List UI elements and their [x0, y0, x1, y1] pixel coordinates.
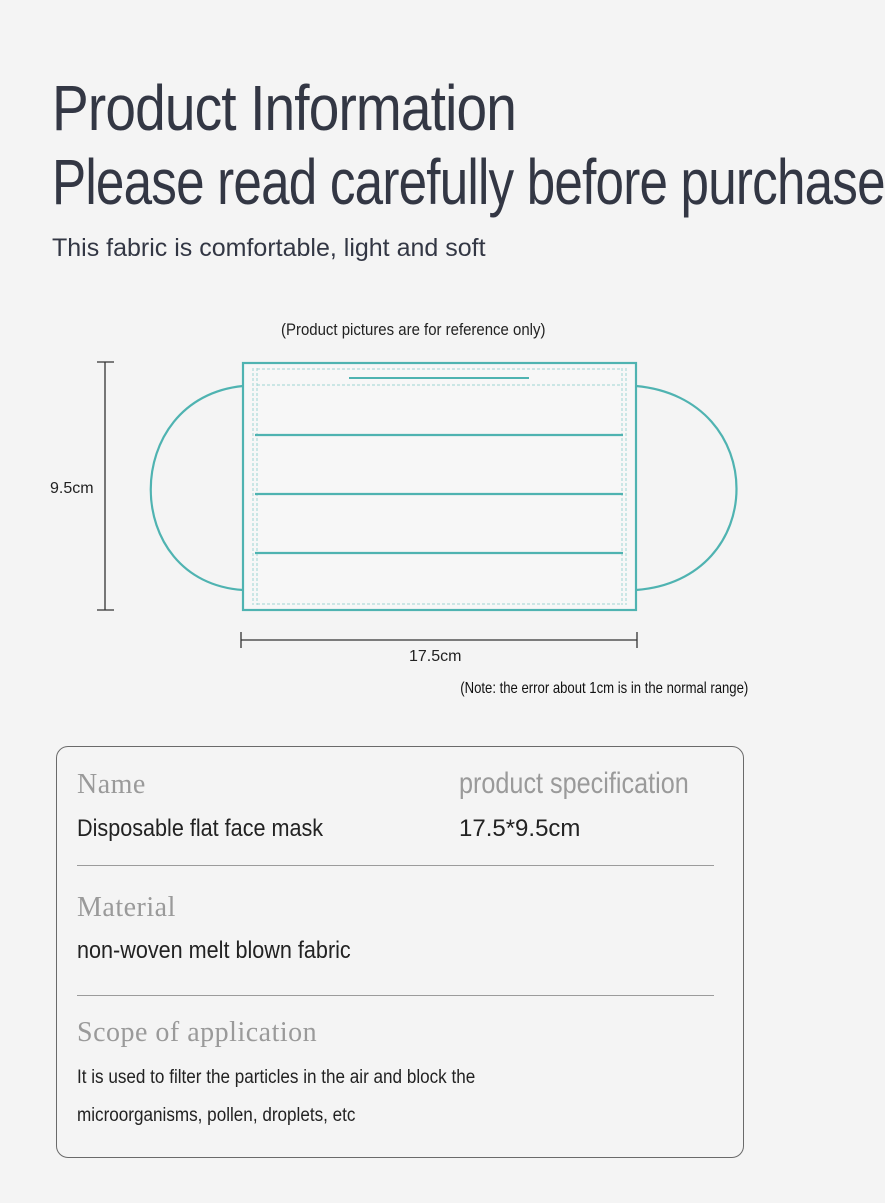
name-label: Name — [77, 769, 146, 800]
height-dimension-line — [97, 362, 114, 610]
divider — [77, 995, 714, 996]
material-label: Material — [77, 892, 176, 923]
mask-body — [243, 363, 636, 610]
name-value: Disposable flat face mask — [77, 815, 324, 842]
scope-label: Scope of application — [77, 1017, 318, 1048]
reference-note: (Product pictures are for reference only) — [280, 320, 546, 339]
tagline: This fabric is comfortable, light and soft — [52, 234, 486, 262]
spec-card — [56, 746, 744, 1158]
specification-value: 17.5*9.5cm — [459, 815, 581, 842]
page-title: Product Information — [52, 72, 516, 144]
width-dimension-line — [241, 632, 637, 648]
page-subtitle: Please read carefully before purchase — [52, 146, 885, 218]
specification-label: product specification — [459, 767, 689, 800]
material-value: non-woven melt blown fabric — [77, 937, 351, 964]
right-ear-loop — [636, 386, 737, 590]
divider — [77, 865, 714, 866]
left-ear-loop — [151, 386, 243, 590]
scope-text-line-1: It is used to filter the particles in the air and block the — [77, 1067, 476, 1088]
scope-text-line-2: microorganisms, pollen, droplets, etc — [77, 1105, 356, 1126]
error-note: (Note: the error about 1cm is in the normal range) — [459, 680, 748, 697]
height-label: 9.5cm — [50, 480, 94, 497]
width-label: 17.5cm — [409, 648, 462, 665]
